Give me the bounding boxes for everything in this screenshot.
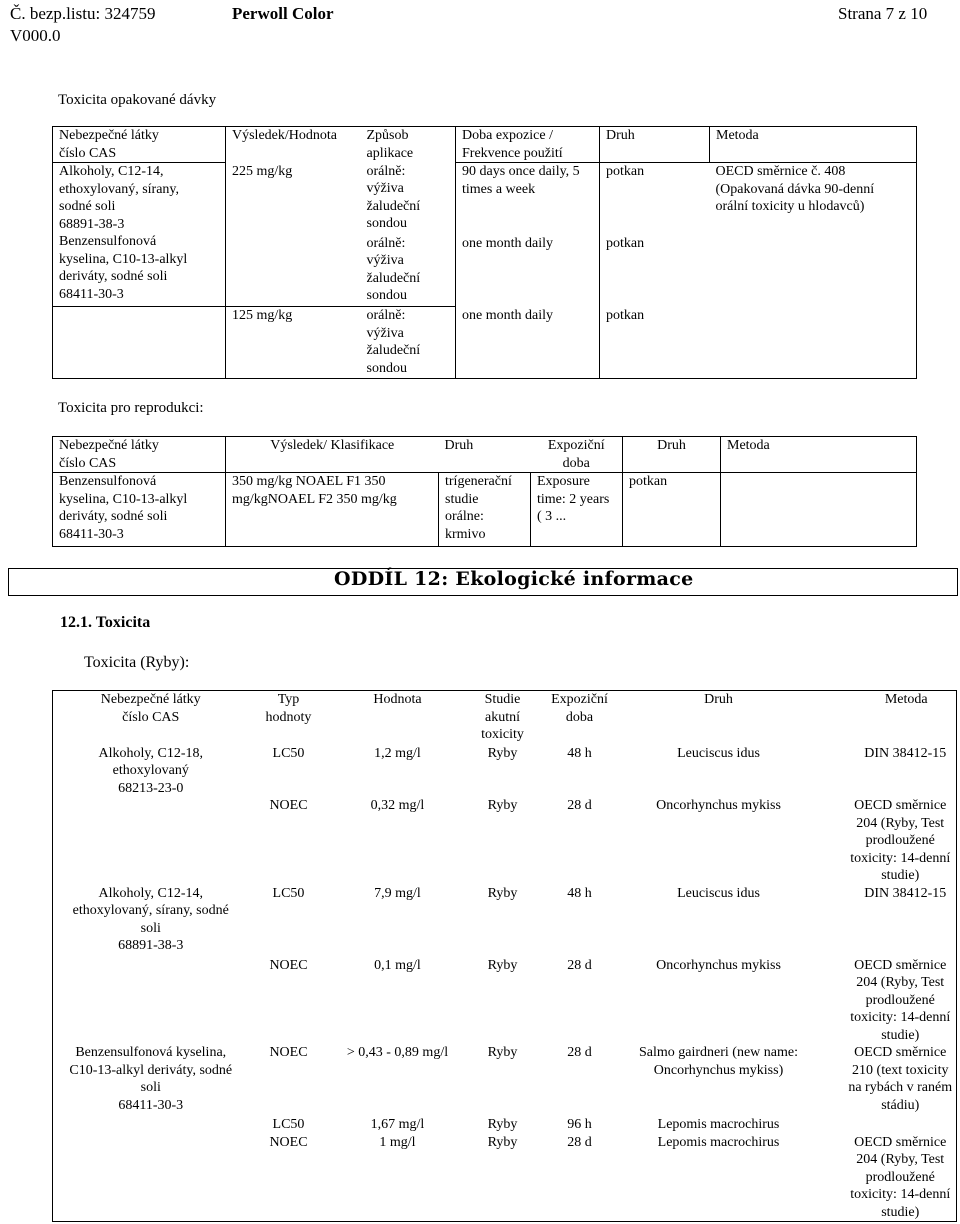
substance-cell <box>53 163 226 307</box>
exposure-cell: one month daily <box>462 235 553 251</box>
species-cell: Leuciscus idus <box>677 745 760 761</box>
substance-cell: Benzensulfonová kyselina, C10-13-alkyl deriváty, sodné soli 68411-30-3 <box>53 473 226 547</box>
value-cell: 1,2 mg/l <box>374 745 421 761</box>
header-type: Typ hodnoty <box>265 692 312 725</box>
reproduction-title: Toxicita pro reprodukci: <box>58 400 204 416</box>
value-cell: 0,1 mg/l <box>374 957 421 973</box>
header-result: Výsledek/ Klasifikace <box>226 437 439 473</box>
method-cell: OECD směrnice č. 408 (Opakovaná dávka 90-denní orální toxicity u hlodavců) <box>710 163 917 379</box>
page-number: Strana 7 z 10 <box>838 4 928 23</box>
value-cell: 0,32 mg/l <box>370 798 425 813</box>
table-row <box>53 1044 957 1116</box>
version: V000.0 <box>10 26 61 45</box>
header-exposure: Expoziční doba <box>531 437 623 473</box>
section-12-bar <box>8 568 958 596</box>
table-row <box>53 1116 957 1222</box>
table-row <box>53 163 917 235</box>
header-study: Studie akutní toxicity <box>481 692 524 742</box>
species-cell: potkan <box>600 235 710 307</box>
species-cell: potkan <box>623 473 721 547</box>
time-cell: 28 d <box>567 1045 592 1060</box>
substance-b: Benzensulfonová kyselina, C10-13-alkyl deriváty, sodné soli 68411-30-3 <box>59 234 188 302</box>
value-cell: 125 mg/kg <box>226 307 361 379</box>
study-cell: Ryby <box>487 745 518 761</box>
species-cell: Salmo gairdneri (new name: Oncorhynchus mykiss) <box>638 1045 798 1078</box>
time-cell: 48 h <box>567 745 592 761</box>
substance-cell: Benzensulfonová kyselina, C10-13-alkyl deriváty, sodné soli 68411-30-3 <box>69 1045 233 1113</box>
header-route: Způsob aplikace <box>361 127 456 163</box>
value-cell: 225 mg/kg <box>226 163 361 307</box>
substance-cell-empty <box>53 307 226 379</box>
method-cell: OECD směrnice 204 (Ryby, Test prodloužené toxicity: 14-denní studie) <box>850 957 951 1043</box>
method-cell: OECD směrnice 204 (Ryby, Test prodloužené toxicity: 14-denní studie) <box>850 798 951 883</box>
time-cell: 48 h <box>567 885 592 901</box>
study-cell: Ryby <box>487 957 518 973</box>
exposure-cell: 90 days once daily, 5 times a week <box>462 164 580 197</box>
species-cell: potkan <box>600 163 710 235</box>
route-cell: orálně: výživa žaludeční sondou <box>361 163 456 235</box>
value-cell: 1,67 mg/l 1 mg/l <box>370 1117 425 1150</box>
repeated-dose-table <box>52 126 917 379</box>
type-cell: trígenerační studie orálne: krmivo <box>439 473 531 547</box>
result-cell: 350 mg/kg NOAEL F1 350 mg/kgNOAEL F2 350 mg/kg <box>226 473 439 547</box>
substance-a: Alkoholy, C12-14, ethoxylovaný, sírany, sodné soli 68891-38-3 <box>59 164 180 232</box>
species-cell: Leuciscus idus <box>677 885 760 901</box>
header-type: Druh <box>439 437 531 473</box>
repeated-dose-title: Toxicita opakované dávky <box>58 92 217 108</box>
type-cell: NOEC <box>269 957 308 973</box>
header-method: Metoda <box>884 692 928 707</box>
substance-cell: Alkoholy, C12-18, ethoxylovaný 68213-23-0 <box>98 745 203 796</box>
header-substance: Nebezpečné látky číslo CAS <box>53 127 226 163</box>
product-name: Perwoll Color <box>232 4 334 23</box>
species-cell: Oncorhynchus mykiss <box>656 798 781 813</box>
species-cell: Oncorhynchus mykiss <box>656 957 781 973</box>
header-value: Hodnota <box>373 692 422 707</box>
header-species: Druh <box>623 437 721 473</box>
route-cell: orálně: výživa žaludeční sondou <box>361 307 456 379</box>
method-cell: OECD směrnice 204 (Ryby, Test prodloužené toxicity: 14-denní studie) <box>850 1134 951 1220</box>
study-cell: Ryby <box>487 798 518 813</box>
method-cell: DIN 38412-15 <box>864 885 947 901</box>
time-cell: 96 h 28 d <box>567 1117 592 1150</box>
method-cell <box>721 473 917 547</box>
table-row <box>53 745 957 798</box>
section-12-1-subtitle: 12.1. Toxicita <box>60 614 151 631</box>
header-exposure: Doba expozice / Frekvence použití <box>456 127 600 163</box>
species-cell: potkan <box>600 307 710 379</box>
study-cell: Ryby <box>487 885 518 901</box>
header-substance: Nebezpečné látky číslo CAS <box>53 437 226 473</box>
study-cell: Ryby Ryby <box>487 1117 518 1150</box>
exposure-cell: one month daily <box>456 307 600 379</box>
header-time: Expoziční doba <box>551 692 608 725</box>
species-cell: Lepomis macrochirus Lepomis macrochirus <box>657 1117 780 1150</box>
header-species: Druh <box>600 127 710 163</box>
type-cell: LC50 <box>272 745 305 761</box>
header-method: Metoda <box>710 127 917 163</box>
study-cell: Ryby <box>487 1045 518 1060</box>
method-cell: DIN 38412-15 <box>864 745 947 761</box>
header-method: Metoda <box>721 437 917 473</box>
reproduction-table <box>52 436 917 547</box>
substance-cell <box>53 957 249 1045</box>
type-cell: NOEC <box>269 798 308 813</box>
substance-cell <box>53 1116 249 1222</box>
route-cell: orálně: výživa žaludeční sondou <box>361 235 456 307</box>
table-row <box>53 957 957 1045</box>
value-cell: > 0,43 - 0,89 mg/l <box>346 1045 449 1060</box>
type-cell: NOEC <box>269 1045 308 1060</box>
fish-toxicity-title: Toxicita (Ryby): <box>84 654 190 671</box>
time-cell: 28 d <box>567 798 592 813</box>
substance-cell: Alkoholy, C12-14, ethoxylovaný, sírany, sodné soli 68891-38-3 <box>72 885 229 953</box>
table-row <box>53 473 917 547</box>
time-cell: 28 d <box>567 957 592 973</box>
type-cell: LC50 NOEC <box>269 1117 308 1150</box>
sheet-number: Č. bezp.listu: 324759 <box>10 4 156 23</box>
method-cell: OECD směrnice 210 (text toxicity na rybách v raném stádiu) <box>848 1045 953 1113</box>
table-row <box>53 797 957 885</box>
header-substance: Nebezpečné látky číslo CAS <box>100 692 201 725</box>
substance-cell <box>53 797 249 885</box>
exposure-cell: Exposure time: 2 years ( 3 ... <box>531 473 623 547</box>
header-species: Druh <box>704 692 733 707</box>
value-cell: 7,9 mg/l <box>374 885 421 901</box>
fish-toxicity-table <box>52 690 957 1222</box>
table-row <box>53 885 957 957</box>
header-value: Výsledek/Hodnota <box>226 127 361 163</box>
type-cell: LC50 <box>272 885 305 901</box>
section-12-title: ODDÍL 12: Ekologické informace <box>334 568 694 590</box>
